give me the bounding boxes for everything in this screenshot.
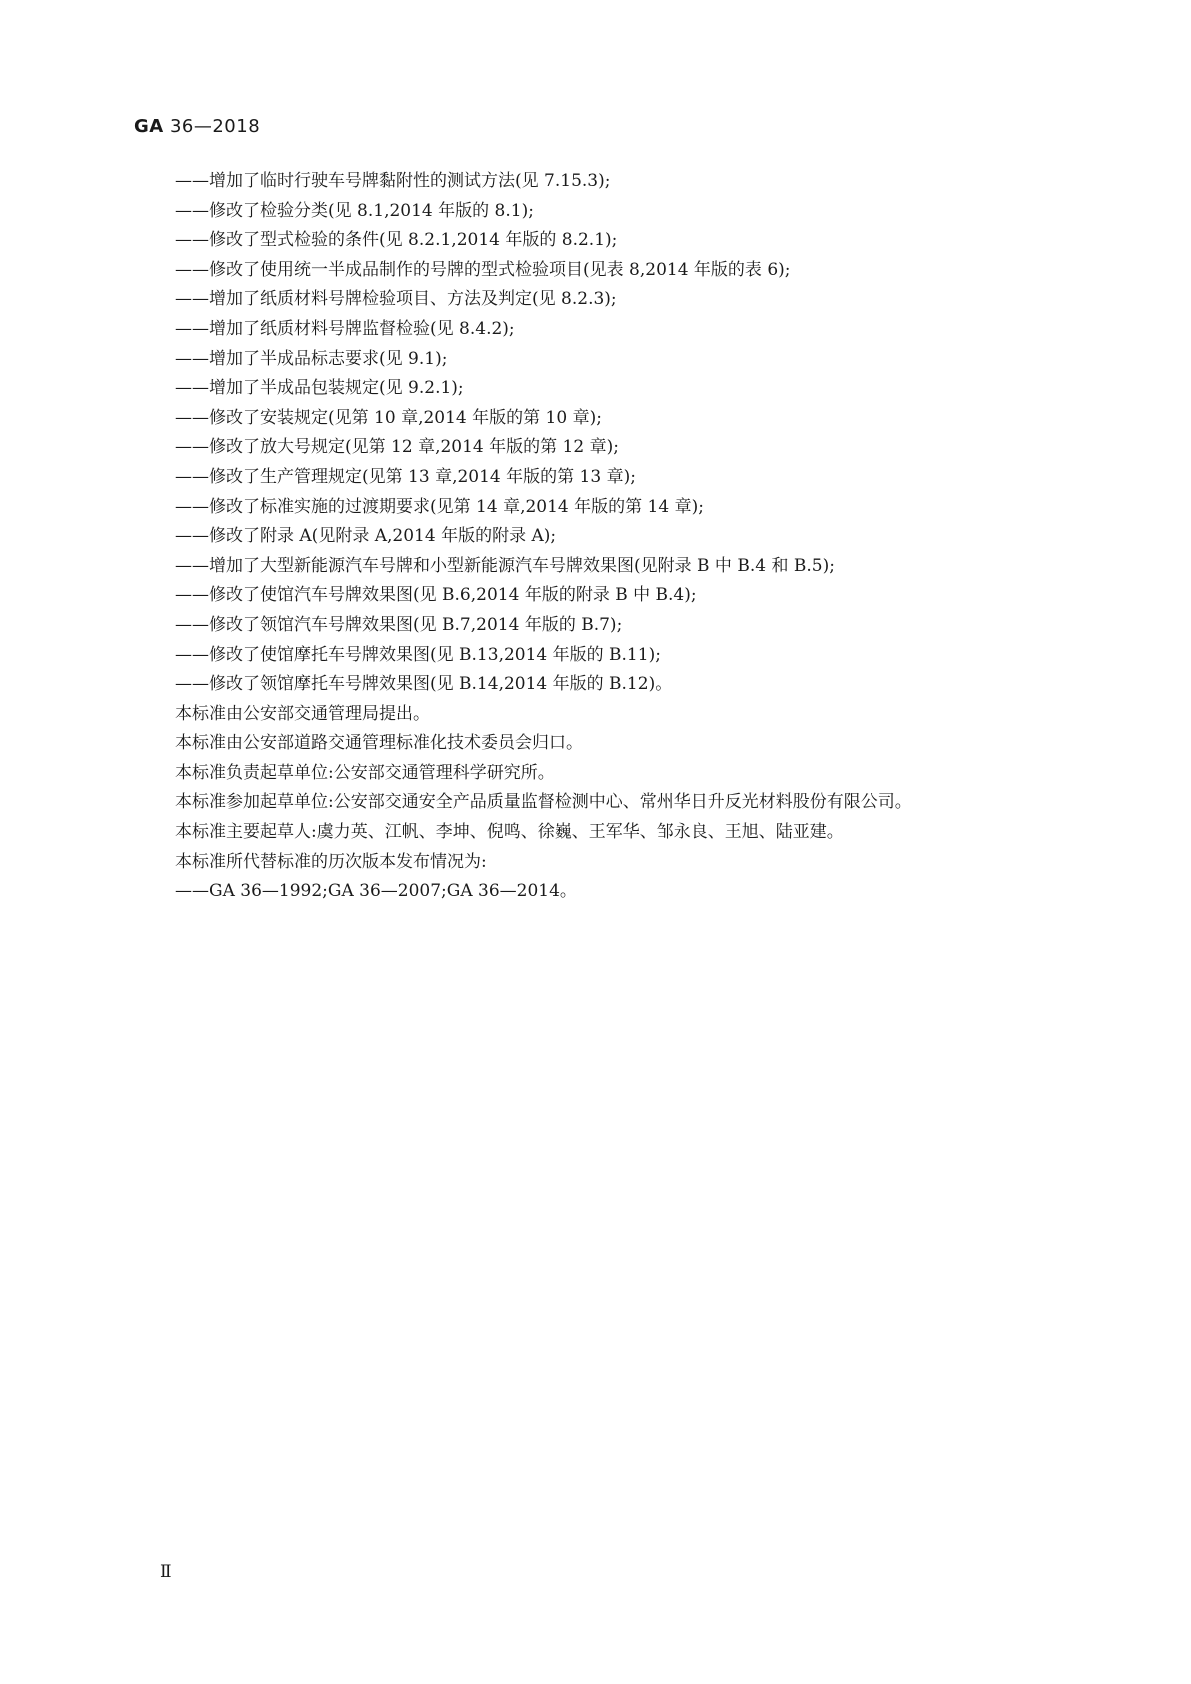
change-item: ——修改了型式检验的条件(见 8.2.1,2014 年版的 8.2.1); bbox=[175, 230, 618, 251]
change-item: ——增加了半成品包装规定(见 9.2.1); bbox=[175, 378, 464, 399]
change-item: ——修改了使用统一半成品制作的号牌的型式检验项目(见表 8,2014 年版的表 6); bbox=[175, 259, 791, 280]
change-item: ——修改了领馆摩托车号牌效果图(见 B.14,2014 年版的 B.12)。 bbox=[175, 674, 673, 695]
change-item: ——修改了放大号规定(见第 12 章,2014 年版的第 12 章); bbox=[175, 437, 619, 458]
change-item: ——增加了大型新能源汽车号牌和小型新能源汽车号牌效果图(见附录 B 中 B.4 和 B.5); bbox=[175, 555, 835, 576]
change-item: ——修改了生产管理规定(见第 13 章,2014 年版的第 13 章); bbox=[175, 466, 636, 487]
change-item: ——修改了安装规定(见第 10 章,2014 年版的第 10 章); bbox=[175, 407, 602, 428]
change-item: ——修改了附录 A(见附录 A,2014 年版的附录 A); bbox=[175, 526, 557, 547]
change-item: ——增加了临时行驶车号牌黏附性的测试方法(见 7.15.3); bbox=[175, 171, 611, 191]
change-item: ——修改了检验分类(见 8.1,2014 年版的 8.1); bbox=[175, 200, 534, 221]
change-item: ——增加了半成品标志要求(见 9.1); bbox=[175, 348, 448, 369]
change-item: ——修改了使馆汽车号牌效果图(见 B.6,2014 年版的附录 B 中 B.4); bbox=[175, 585, 697, 606]
proposed-by-paragraph: 本标准由公安部交通管理局提出。 bbox=[175, 703, 430, 724]
page-number: Ⅱ bbox=[160, 1562, 172, 1582]
change-item: ——修改了使馆摩托车号牌效果图(见 B.13,2014 年版的 B.11); bbox=[175, 644, 661, 665]
history-intro-paragraph: 本标准所代替标准的历次版本发布情况为: bbox=[175, 851, 487, 872]
change-item: ——修改了标准实施的过渡期要求(见第 14 章,2014 年版的第 14 章); bbox=[175, 496, 704, 517]
history-versions-item: ——GA 36—1992;GA 36—2007;GA 36—2014。 bbox=[175, 881, 577, 902]
change-item: ——增加了纸质材料号牌检验项目、方法及判定(见 8.2.3); bbox=[175, 289, 617, 310]
centralized-by-paragraph: 本标准由公安部道路交通管理标准化技术委员会归口。 bbox=[175, 733, 583, 754]
change-item: ——修改了领馆汽车号牌效果图(见 B.7,2014 年版的 B.7); bbox=[175, 614, 623, 635]
participating-units-paragraph: 本标准参加起草单位:公安部交通安全产品质量监督检测中心、常州华日升反光材料股份有限公司。 bbox=[175, 792, 912, 813]
standard-number: 36—2018 bbox=[169, 116, 261, 137]
change-item: ——增加了纸质材料号牌监督检验(见 8.4.2); bbox=[175, 318, 515, 339]
drafting-unit-paragraph: 本标准负责起草单位:公安部交通管理科学研究所。 bbox=[175, 762, 555, 783]
drafters-paragraph: 本标准主要起草人:虞力英、江帆、李坤、倪鸣、徐巍、王军华、邹永良、王旭、陆亚建。 bbox=[175, 822, 844, 843]
document-body bbox=[120, 167, 1070, 907]
standard-prefix: GA bbox=[134, 116, 164, 137]
document-header bbox=[134, 116, 260, 137]
